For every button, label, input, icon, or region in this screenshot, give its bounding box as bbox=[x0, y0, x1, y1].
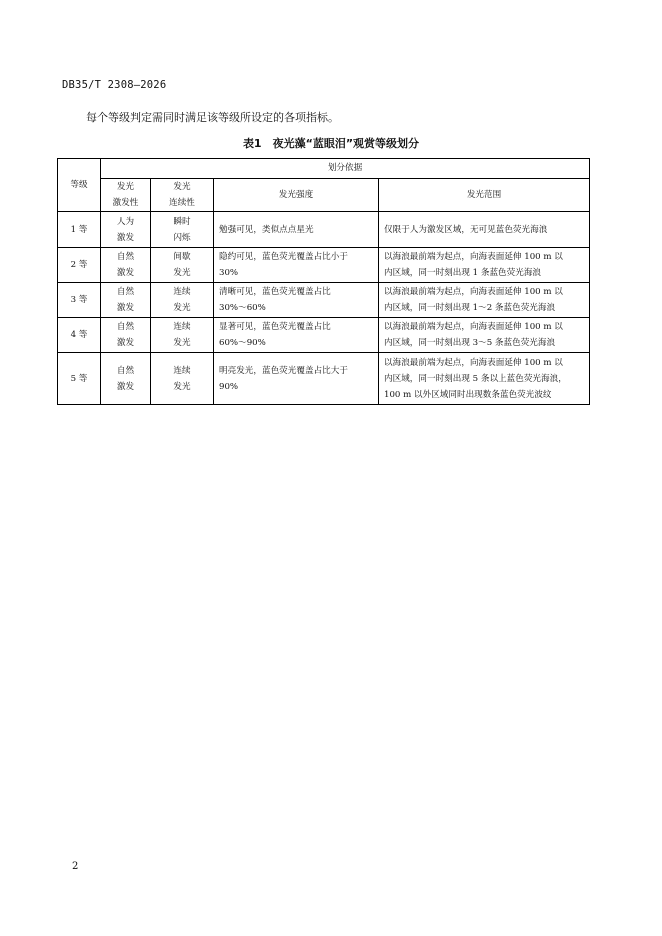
cell-line: 间歇 bbox=[173, 252, 191, 262]
grade-cell: 1 等 bbox=[58, 212, 101, 248]
cell-line: 激发 bbox=[116, 268, 135, 278]
range-cell bbox=[379, 283, 590, 318]
cell-line: 90% bbox=[219, 381, 239, 392]
cell-line: 激发 bbox=[116, 381, 135, 392]
cell-line: 以海浪最前端为起点，向海表面延伸 100 m 以 bbox=[384, 252, 563, 262]
continuity-cell bbox=[151, 353, 214, 405]
cell-line: 以海浪最前端为起点，向海表面延伸 100 m 以 bbox=[384, 287, 563, 297]
intensity-cell bbox=[214, 318, 379, 353]
table-header-row bbox=[58, 159, 590, 179]
cell-line: 隐约可见，蓝色荧光覆盖占比小于 bbox=[219, 252, 348, 262]
continuity-cell bbox=[151, 283, 214, 318]
table-row bbox=[58, 212, 590, 248]
grade-cell: 2 等 bbox=[58, 248, 101, 283]
cell-line: 30% bbox=[219, 268, 239, 278]
intensity-cell bbox=[214, 283, 379, 318]
cell-line: 勉强可见，类似点点星光 bbox=[219, 224, 314, 235]
cell-line: 连续 bbox=[173, 365, 191, 376]
cell-line: 以海浪最前端为起点，向海表面延伸 100 m 以 bbox=[384, 357, 563, 368]
document-code: DB35/T 2308—2026 bbox=[62, 79, 167, 91]
grade-cell: 5 等 bbox=[58, 353, 101, 405]
range-cell bbox=[379, 353, 590, 405]
trigger-cell bbox=[101, 248, 151, 283]
table-row bbox=[58, 248, 590, 283]
cell-line: 发光 bbox=[173, 303, 191, 313]
grade-column-header: 等级 bbox=[58, 159, 101, 212]
continuity-cell bbox=[151, 248, 214, 283]
range-cell bbox=[379, 212, 590, 248]
cell-line: 激发 bbox=[116, 303, 135, 313]
cell-line: 自然 bbox=[116, 287, 135, 297]
cell-line: 30%～60% bbox=[219, 303, 266, 313]
intro-paragraph: 每个等级判定需同时满足该等级所设定的各项指标。 bbox=[86, 111, 339, 124]
cell-line: 自然 bbox=[116, 365, 135, 376]
header-line: 发光 bbox=[116, 182, 135, 192]
page-number: 2 bbox=[72, 861, 79, 872]
cell-line: 以海浪最前端为起点，向海表面延伸 100 m 以 bbox=[384, 322, 563, 332]
trigger-column-header bbox=[101, 179, 151, 212]
cell-line: 内区域，同一时刻出现 1～2 条蓝色荧光海浪 bbox=[384, 303, 556, 313]
cell-line: 仅限于人为激发区域，无可见蓝色荧光海浪 bbox=[384, 224, 548, 235]
cell-line: 激发 bbox=[116, 338, 135, 348]
table-subheader-row bbox=[58, 179, 590, 212]
cell-line: 自然 bbox=[116, 252, 135, 262]
intensity-cell bbox=[214, 353, 379, 405]
table-row bbox=[58, 353, 590, 405]
intensity-cell bbox=[214, 248, 379, 283]
cell-line: 人为 bbox=[116, 216, 135, 227]
trigger-cell bbox=[101, 353, 151, 405]
intensity-cell bbox=[214, 212, 379, 248]
cell-line: 60%～90% bbox=[219, 338, 266, 348]
header-line: 发光 bbox=[173, 182, 191, 192]
header-line: 激发性 bbox=[112, 198, 139, 208]
trigger-cell bbox=[101, 318, 151, 353]
criteria-group-header: 划分依据 bbox=[101, 159, 590, 179]
continuity-cell bbox=[151, 318, 214, 353]
cell-line: 瞬时 bbox=[173, 216, 191, 227]
header-line: 连续性 bbox=[169, 198, 195, 208]
range-cell bbox=[379, 318, 590, 353]
cell-line: 清晰可见，蓝色荧光覆盖占比 bbox=[219, 287, 331, 297]
grade-cell: 3 等 bbox=[58, 283, 101, 318]
table-title: 表1 夜光藻“蓝眼泪”观赏等级划分 bbox=[242, 137, 420, 150]
cell-line: 内区域，同一时刻出现 1 条蓝色荧光海浪 bbox=[384, 268, 542, 278]
table-row bbox=[58, 283, 590, 318]
continuity-column-header bbox=[151, 179, 214, 212]
range-cell bbox=[379, 248, 590, 283]
cell-line: 发光 bbox=[173, 381, 191, 392]
cell-line: 连续 bbox=[173, 322, 191, 332]
cell-line: 发光 bbox=[173, 338, 191, 348]
trigger-cell bbox=[101, 283, 151, 318]
grade-table bbox=[57, 158, 590, 405]
cell-line: 100 m 以外区域同时出现数条蓝色荧光波纹 bbox=[384, 389, 552, 400]
cell-line: 发光 bbox=[173, 268, 191, 278]
cell-line: 显著可见，蓝色荧光覆盖占比 bbox=[219, 322, 331, 332]
cell-line: 明亮发光，蓝色荧光覆盖占比大于 bbox=[219, 365, 348, 376]
trigger-cell bbox=[101, 212, 151, 248]
continuity-cell bbox=[151, 212, 214, 248]
cell-line: 激发 bbox=[116, 232, 135, 243]
grade-cell: 4 等 bbox=[58, 318, 101, 353]
cell-line: 自然 bbox=[116, 322, 135, 332]
cell-line: 连续 bbox=[173, 287, 191, 297]
cell-line: 内区域，同一时刻出现 3～5 条蓝色荧光海浪 bbox=[384, 338, 556, 348]
intensity-column-header: 发光强度 bbox=[214, 179, 379, 212]
cell-line: 闪烁 bbox=[173, 232, 191, 243]
range-column-header: 发光范围 bbox=[379, 179, 590, 212]
cell-line: 内区域，同一时刻出现 5 条以上蓝色荧光海浪， bbox=[384, 373, 567, 384]
table-row bbox=[58, 318, 590, 353]
